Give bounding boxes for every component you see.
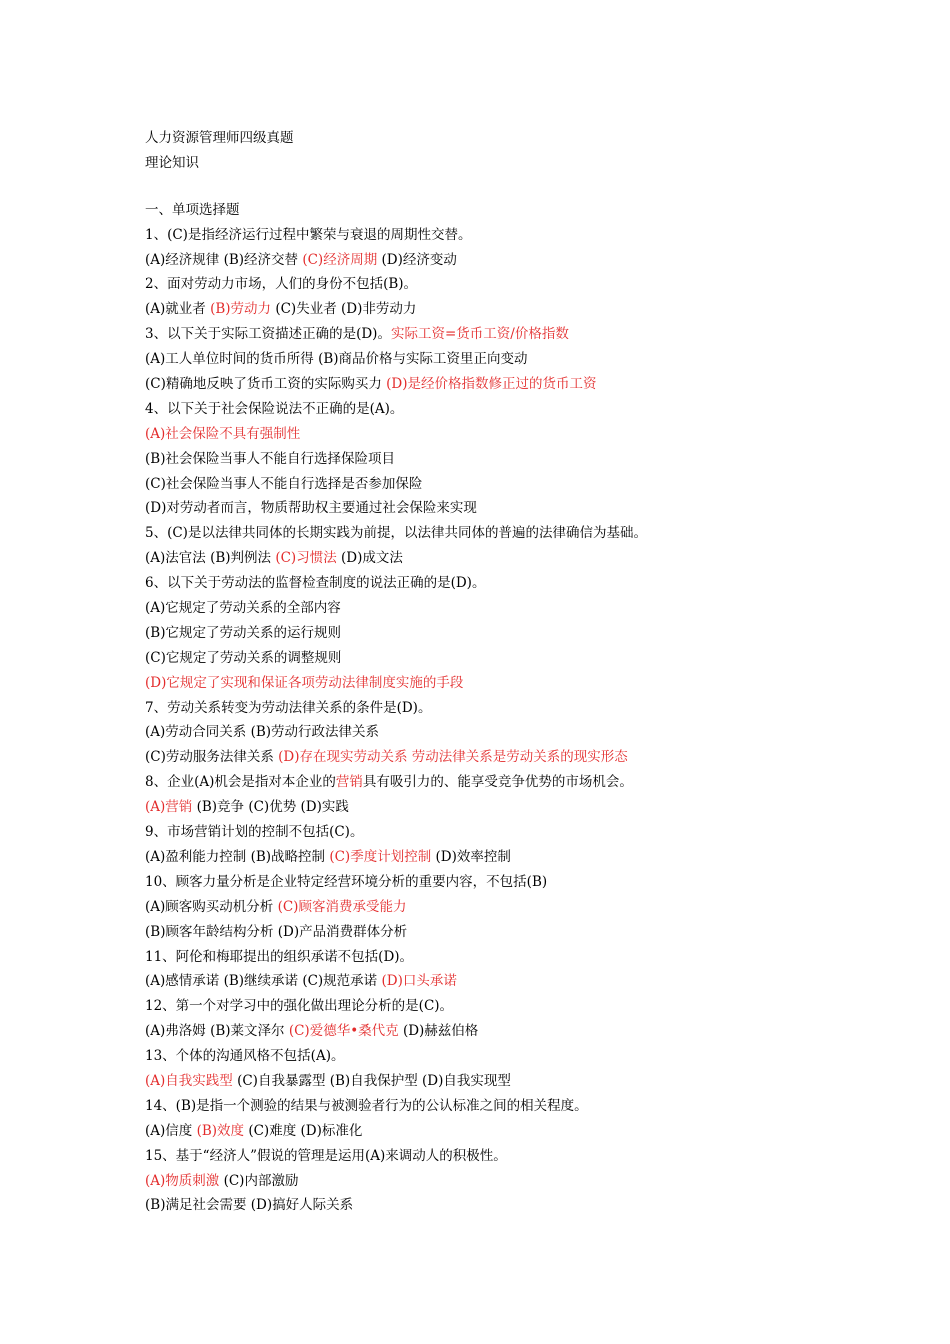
text-run: (A)法官法 (B)判例法 [145,550,276,567]
text-line [145,969,925,994]
text-run: (D)对劳动者而言，物质帮助权主要通过社会保险来实现 [145,500,477,517]
text-line [145,1119,925,1144]
document-title: 人力资源管理师四级真题 [145,130,294,146]
text-line [145,1019,925,1044]
text-run: (A)它规定了劳动关系的全部内容 [145,600,341,617]
text-run: (A)信度 [145,1122,197,1139]
text-run: 8、企业(A)机会是指对本企业的 [145,774,336,791]
answer-highlight: (B)效度 [196,1122,245,1139]
text-line [145,546,925,571]
text-run: (A)盈利能力控制 (B)战略控制 [145,848,330,865]
text-line [145,1044,925,1069]
text-line [145,895,925,920]
text-run: 14、(B)是指一个测验的结果与被测验者行为的公认标准之间的相关程度。 [145,1097,588,1114]
answer-highlight: (D)它规定了实现和保证各项劳动法律制度实施的手段 [145,674,464,691]
text-line [145,745,925,770]
text-run: (C)社会保险当事人不能自行选择是否参加保险 [145,475,423,492]
text-run: (D)赫兹伯格 [398,1023,479,1040]
answer-highlight: 营销 [335,774,363,791]
text-run: 11、阿伦和梅耶提出的组织承诺不包括(D)。 [145,948,414,965]
document-subtitle: 理论知识 [145,154,199,171]
text-line [145,870,925,895]
document-page [145,126,925,1218]
text-line [145,372,925,397]
text-line [145,596,925,621]
text-run: (C)自我暴露型 (B)自我保护型 (D)自我实现型 [232,1072,511,1089]
text-line [145,272,925,297]
text-line [145,223,925,248]
answer-highlight: (D)是经价格指数修正过的货币工资 [386,376,597,393]
text-run: (C)失业者 (D)非劳动力 [271,301,417,318]
section-heading: 一、单项选择题 [145,201,240,218]
text-line [145,1169,925,1194]
text-run: 12、第一个对学习中的强化做出理论分析的是(C)。 [145,998,454,1015]
text-run: (B)社会保险当事人不能自行选择保险项目 [145,450,395,467]
text-line [145,496,925,521]
text-run: (C)内部激励 [219,1172,299,1189]
answer-highlight: (A)物质刺激 [145,1172,220,1189]
text-run: 1、(C)是指经济运行过程中繁荣与衰退的周期性交替。 [145,226,472,243]
text-run: (D)效率控制 [431,848,511,865]
answer-highlight: (C)季度计划控制 [329,848,432,865]
text-run: (A)感情承诺 (B)继续承诺 (C)规范承诺 [145,973,382,990]
text-run: (A)弗洛姆 (B)莱文泽尔 [145,1023,289,1040]
answer-highlight: (A)自我实践型 [145,1072,233,1089]
text-run: (B)竞争 (C)优势 (D)实践 [192,799,349,816]
text-run: 2、面对劳动力市场，人们的身份不包括(B)。 [145,276,418,293]
text-run: (B)顾客年龄结构分析 (D)产品消费群体分析 [145,923,408,940]
text-line [145,1069,925,1094]
text-run: 6、以下关于劳动法的监督检查制度的说法正确的是(D)。 [145,575,486,592]
text-line [145,322,925,347]
text-run: (C)它规定了劳动关系的调整规则 [145,649,342,666]
text-line [145,1094,925,1119]
text-run: (D)成文法 [336,550,403,567]
text-run: 5、(C)是以法律共同体的长期实践为前提，以法律共同体的普遍的法律确信为基础。 [145,525,647,542]
text-line [145,248,925,273]
text-line [145,671,925,696]
text-line [145,820,925,845]
text-run: (A)工人单位时间的货币所得 (B)商品价格与实际工资里正向变动 [145,351,528,368]
text-line [145,720,925,745]
text-line [145,422,925,447]
spacer [145,176,925,198]
text-line [145,521,925,546]
question-list [145,223,925,1219]
text-run: 3、以下关于实际工资描述正确的是(D)。 [145,326,391,343]
text-run: (C)劳动服务法律关系 [145,749,279,766]
text-line [145,646,925,671]
text-line [145,1193,925,1218]
text-line [145,621,925,646]
answer-highlight: (A)社会保险不具有强制性 [145,425,301,442]
text-run: (A)劳动合同关系 (B)劳动行政法律关系 [145,724,380,741]
text-run: 13、个体的沟通风格不包括(A)。 [145,1048,345,1065]
text-line [145,447,925,472]
text-run: (A)顾客购买动机分析 [145,898,278,915]
answer-highlight: (C)经济周期 [302,251,378,268]
text-run: 15、基于“经济人”假说的管理是运用(A)来调动人的积极性。 [145,1147,507,1164]
text-run: 具有吸引力的、能享受竞争优势的市场机会。 [362,774,633,791]
answer-highlight: (C)顾客消费承受能力 [277,898,407,915]
text-run: 4、以下关于社会保险说法不正确的是(A)。 [145,400,404,417]
text-line [145,845,925,870]
answer-highlight: (C)爱德华•桑代克 [288,1023,399,1040]
text-line [145,920,925,945]
answer-highlight: 实际工资=货币工资/价格指数 [390,326,569,343]
text-run: (A)就业者 [145,301,211,318]
text-line [145,1144,925,1169]
text-line [145,347,925,372]
text-run: (C)精确地反映了货币工资的实际购买力 [145,376,387,393]
answer-highlight: (A)营销 [145,799,193,816]
text-line [145,696,925,721]
answer-highlight: (C)习惯法 [275,550,337,567]
text-run: (B)满足社会需要 (D)搞好人际关系 [145,1197,354,1214]
text-run: (D)经济变动 [377,251,457,268]
text-run: (C)难度 (D)标准化 [244,1122,363,1139]
text-line [145,472,925,497]
text-line [145,795,925,820]
text-run: (B)它规定了劳动关系的运行规则 [145,624,341,641]
text-line [145,770,925,795]
answer-highlight: (B)劳动力 [210,301,272,318]
text-line [145,571,925,596]
text-line [145,994,925,1019]
text-run: 10、顾客力量分析是企业特定经营环境分析的重要内容，不包括(B) [145,873,548,890]
text-line [145,297,925,322]
text-line [145,945,925,970]
answer-highlight: (D)存在现实劳动关系 劳动法律关系是劳动关系的现实形态 [278,749,628,766]
answer-highlight: (D)口头承诺 [381,973,457,990]
text-run: (A)经济规律 (B)经济交替 [145,251,303,268]
text-run: 7、劳动关系转变为劳动法律关系的条件是(D)。 [145,699,432,716]
text-run: 9、市场营销计划的控制不包括(C)。 [145,824,364,841]
text-line [145,397,925,422]
